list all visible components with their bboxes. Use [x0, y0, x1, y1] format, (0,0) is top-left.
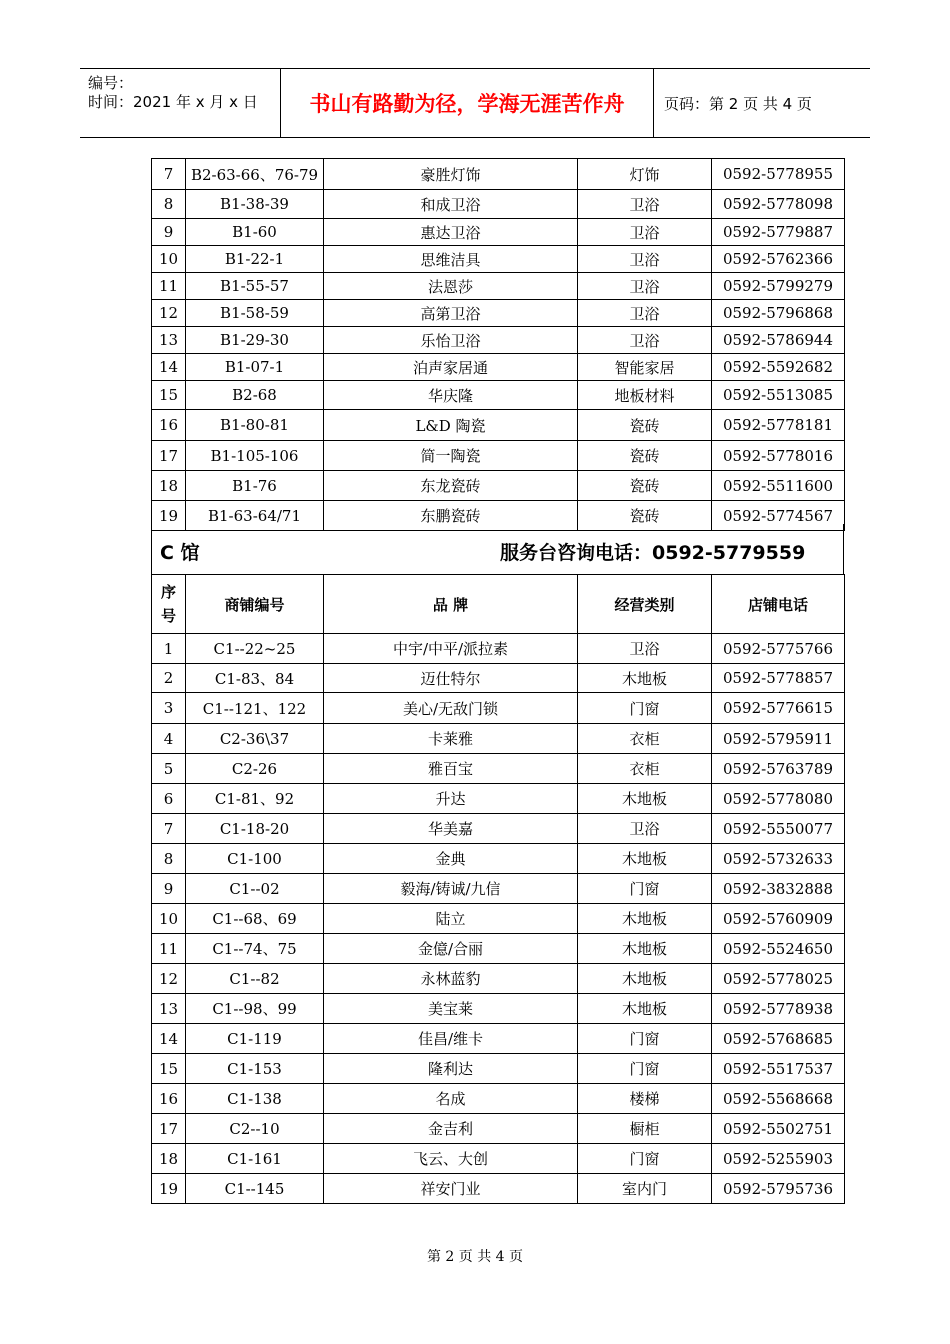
category-cell: 木地板	[578, 844, 712, 874]
phone-cell: 0592-5778938	[712, 994, 845, 1024]
category-cell: 瓷砖	[578, 501, 712, 531]
seq-cell: 13	[152, 994, 186, 1024]
category-cell: 门窗	[578, 1054, 712, 1084]
brand-cell: 飞云、大创	[324, 1144, 578, 1174]
category-cell: 木地板	[578, 964, 712, 994]
seq-cell: 1	[152, 634, 186, 664]
category-cell: 瓷砖	[578, 410, 712, 441]
phone-cell: 0592-5786944	[712, 327, 845, 354]
category-cell: 卫浴	[578, 327, 712, 354]
brand-cell: 毅海/铸诚/九信	[324, 874, 578, 904]
phone-cell: 0592-5760909	[712, 904, 845, 934]
shop-no-cell: C2-26	[186, 754, 324, 784]
brand-cell: 惠达卫浴	[324, 219, 578, 246]
page-footer: 第 2 页 共 4 页	[426, 1249, 524, 1265]
shop-no-cell: C1-161	[186, 1144, 324, 1174]
category-cell: 灯饰	[578, 159, 712, 190]
phone-cell: 0592-5732633	[712, 844, 845, 874]
phone-cell: 0592-5511600	[712, 471, 845, 501]
table-row	[152, 1084, 845, 1114]
table-row	[152, 934, 845, 964]
brand-cell: 豪胜灯饰	[324, 159, 578, 190]
phone-cell: 0592-5778080	[712, 784, 845, 814]
seq-cell: 10	[152, 904, 186, 934]
shop-no-cell: C1-153	[186, 1054, 324, 1084]
table-header-row	[152, 575, 845, 634]
table-row	[152, 1174, 845, 1204]
brand-cell: L&D 陶瓷	[324, 410, 578, 441]
phone-cell: 0592-5517537	[712, 1054, 845, 1084]
seq-cell: 15	[152, 1054, 186, 1084]
shop-no-cell: C1-138	[186, 1084, 324, 1114]
brand-cell: 佳昌/维卡	[324, 1024, 578, 1054]
phone-cell: 0592-5763789	[712, 754, 845, 784]
phone-cell: 0592-5550077	[712, 814, 845, 844]
shop-no-cell: C1-81、92	[186, 784, 324, 814]
phone-cell: 0592-5592682	[712, 354, 845, 381]
shop-no-cell: C1--98、99	[186, 994, 324, 1024]
phone-cell: 0592-5778016	[712, 441, 845, 471]
seq-cell: 16	[152, 1084, 186, 1114]
brand-cell: 金億/合丽	[324, 934, 578, 964]
brand-cell: 陆立	[324, 904, 578, 934]
header-page-label: 页码：第 2 页 共 4 页	[664, 94, 812, 113]
seq-cell: 15	[152, 381, 186, 410]
seq-cell: 5	[152, 754, 186, 784]
phone-cell: 0592-5762366	[712, 246, 845, 273]
shop-no-cell: B1-58-59	[186, 300, 324, 327]
phone-cell: 0592-5775766	[712, 634, 845, 664]
phone-cell: 0592-5778098	[712, 190, 845, 219]
table-row	[152, 190, 845, 219]
seq-cell: 4	[152, 724, 186, 754]
table-row	[152, 964, 845, 994]
category-cell: 室内门	[578, 1174, 712, 1204]
phone-cell: 0592-5774567	[712, 501, 845, 531]
category-cell: 木地板	[578, 784, 712, 814]
shop-no-cell: B2-63-66、76-79	[186, 159, 324, 190]
table-row	[152, 1024, 845, 1054]
seq-cell: 3	[152, 693, 186, 724]
seq-cell: 14	[152, 1024, 186, 1054]
c-hall-shop-table	[151, 574, 845, 1204]
seq-cell: 8	[152, 844, 186, 874]
header-seq	[152, 575, 186, 634]
header-motto: 书山有路勤为径，学海无涯苦作舟	[281, 69, 654, 137]
shop-no-cell: C1-18-20	[186, 814, 324, 844]
brand-cell: 简一陶瓷	[324, 441, 578, 471]
category-cell: 橱柜	[578, 1114, 712, 1144]
shop-no-cell: B1-29-30	[186, 327, 324, 354]
phone-cell: 0592-5568668	[712, 1084, 845, 1114]
seq-cell: 2	[152, 664, 186, 693]
seq-cell: 11	[152, 273, 186, 300]
seq-cell: 17	[152, 1114, 186, 1144]
section-c-heading	[151, 524, 844, 574]
seq-cell: 19	[152, 1174, 186, 1204]
phone-cell: 0592-5796868	[712, 300, 845, 327]
seq-cell: 19	[152, 501, 186, 531]
category-cell: 门窗	[578, 1024, 712, 1054]
table-row	[152, 814, 845, 844]
header-shop-no: 商铺编号	[186, 575, 324, 634]
shop-no-cell: C2-36\37	[186, 724, 324, 754]
category-cell: 木地板	[578, 994, 712, 1024]
phone-cell: 0592-5778181	[712, 410, 845, 441]
category-cell: 智能家居	[578, 354, 712, 381]
header-seq-top: 序	[160, 583, 176, 601]
category-cell: 门窗	[578, 874, 712, 904]
phone-cell: 0592-5799279	[712, 273, 845, 300]
header-phone: 店铺电话	[712, 575, 845, 634]
brand-cell: 金吉利	[324, 1114, 578, 1144]
shop-no-cell: C1--22~25	[186, 634, 324, 664]
table-row	[152, 994, 845, 1024]
table-row	[152, 159, 845, 190]
brand-cell: 金典	[324, 844, 578, 874]
seq-cell: 9	[152, 874, 186, 904]
table-row	[152, 724, 845, 754]
table-row	[152, 1144, 845, 1174]
table-row	[152, 441, 845, 471]
category-cell: 楼梯	[578, 1084, 712, 1114]
phone-cell: 0592-5768685	[712, 1024, 845, 1054]
brand-cell: 和成卫浴	[324, 190, 578, 219]
shop-no-cell: B2-68	[186, 381, 324, 410]
brand-cell: 永林蓝豹	[324, 964, 578, 994]
seq-cell: 18	[152, 471, 186, 501]
seq-cell: 10	[152, 246, 186, 273]
seq-cell: 13	[152, 327, 186, 354]
shop-no-cell: B1-76	[186, 471, 324, 501]
category-cell: 卫浴	[578, 273, 712, 300]
category-cell: 木地板	[578, 904, 712, 934]
header-seq-bottom: 号	[160, 607, 176, 625]
category-cell: 瓷砖	[578, 471, 712, 501]
phone-cell: 0592-5779887	[712, 219, 845, 246]
table-row	[152, 844, 845, 874]
table-row	[152, 664, 845, 693]
phone-cell: 0592-5795911	[712, 724, 845, 754]
phone-cell: 0592-5778955	[712, 159, 845, 190]
brand-cell: 升达	[324, 784, 578, 814]
category-cell: 瓷砖	[578, 441, 712, 471]
document-time-label: 时间：2021 年 x 月 x 日	[88, 93, 258, 111]
seq-cell: 12	[152, 964, 186, 994]
shop-no-cell: C1--02	[186, 874, 324, 904]
table-row	[152, 904, 845, 934]
seq-cell: 11	[152, 934, 186, 964]
seq-cell: 7	[152, 814, 186, 844]
table-row	[152, 471, 845, 501]
header-meta	[80, 69, 281, 137]
shop-no-cell: B1-63-64/71	[186, 501, 324, 531]
seq-cell: 17	[152, 441, 186, 471]
table-row	[152, 693, 845, 724]
shop-no-cell: B1-07-1	[186, 354, 324, 381]
table-row	[152, 300, 845, 327]
seq-cell: 7	[152, 159, 186, 190]
table-row	[152, 327, 845, 354]
table-row	[152, 381, 845, 410]
brand-cell: 卡莱雅	[324, 724, 578, 754]
seq-cell: 12	[152, 300, 186, 327]
seq-cell: 6	[152, 784, 186, 814]
shop-no-cell: C2--10	[186, 1114, 324, 1144]
seq-cell: 18	[152, 1144, 186, 1174]
phone-cell: 0592-5776615	[712, 693, 845, 724]
table-row	[152, 634, 845, 664]
header-category: 经营类别	[578, 575, 712, 634]
category-cell: 卫浴	[578, 190, 712, 219]
category-cell: 衣柜	[578, 754, 712, 784]
brand-cell: 乐怡卫浴	[324, 327, 578, 354]
table-row	[152, 1054, 845, 1084]
shop-no-cell: C1-119	[186, 1024, 324, 1054]
table-row	[152, 784, 845, 814]
brand-cell: 隆利达	[324, 1054, 578, 1084]
brand-cell: 思维洁具	[324, 246, 578, 273]
table-row	[152, 754, 845, 784]
shop-no-cell: B1-105-106	[186, 441, 324, 471]
category-cell: 门窗	[578, 1144, 712, 1174]
phone-cell: 0592-3832888	[712, 874, 845, 904]
seq-cell: 8	[152, 190, 186, 219]
phone-cell: 0592-5795736	[712, 1174, 845, 1204]
brand-cell: 祥安门业	[324, 1174, 578, 1204]
brand-cell: 泊声家居通	[324, 354, 578, 381]
brand-cell: 名成	[324, 1084, 578, 1114]
table-row	[152, 410, 845, 441]
category-cell: 木地板	[578, 934, 712, 964]
phone-cell: 0592-5502751	[712, 1114, 845, 1144]
seq-cell: 14	[152, 354, 186, 381]
brand-cell: 雅百宝	[324, 754, 578, 784]
service-desk-phone: 服务台咨询电话：0592-5779559	[500, 542, 806, 564]
seq-cell: 16	[152, 410, 186, 441]
shop-no-cell: C1--145	[186, 1174, 324, 1204]
page-header	[80, 68, 870, 138]
shop-no-cell: B1-38-39	[186, 190, 324, 219]
b-hall-shop-table	[151, 158, 845, 531]
category-cell: 卫浴	[578, 219, 712, 246]
table-row	[152, 273, 845, 300]
category-cell: 卫浴	[578, 246, 712, 273]
category-cell: 衣柜	[578, 724, 712, 754]
table-row	[152, 219, 845, 246]
shop-no-cell: C1--74、75	[186, 934, 324, 964]
section-c-name: C 馆	[160, 542, 200, 564]
table-row	[152, 874, 845, 904]
category-cell: 卫浴	[578, 814, 712, 844]
shop-no-cell: C1--68、69	[186, 904, 324, 934]
brand-cell: 华美嘉	[324, 814, 578, 844]
brand-cell: 美宝莱	[324, 994, 578, 1024]
shop-no-cell: B1-55-57	[186, 273, 324, 300]
category-cell: 木地板	[578, 664, 712, 693]
shop-no-cell: C1--121、122	[186, 693, 324, 724]
table-row	[152, 354, 845, 381]
brand-cell: 东龙瓷砖	[324, 471, 578, 501]
brand-cell: 中宇/中平/派拉素	[324, 634, 578, 664]
shop-no-cell: B1-60	[186, 219, 324, 246]
phone-cell: 0592-5778857	[712, 664, 845, 693]
table-row	[152, 1114, 845, 1144]
shop-no-cell: C1-100	[186, 844, 324, 874]
brand-cell: 美心/无敌门锁	[324, 693, 578, 724]
category-cell: 门窗	[578, 693, 712, 724]
brand-cell: 法恩莎	[324, 273, 578, 300]
brand-cell: 高第卫浴	[324, 300, 578, 327]
header-brand: 品 牌	[324, 575, 578, 634]
seq-cell: 9	[152, 219, 186, 246]
phone-cell: 0592-5513085	[712, 381, 845, 410]
brand-cell: 东鹏瓷砖	[324, 501, 578, 531]
shop-no-cell: B1-22-1	[186, 246, 324, 273]
category-cell: 卫浴	[578, 634, 712, 664]
category-cell: 地板材料	[578, 381, 712, 410]
category-cell: 卫浴	[578, 300, 712, 327]
brand-cell: 华庆隆	[324, 381, 578, 410]
phone-cell: 0592-5778025	[712, 964, 845, 994]
document-number-label: 编号：	[88, 74, 134, 92]
brand-cell: 迈仕特尔	[324, 664, 578, 693]
shop-no-cell: C1--82	[186, 964, 324, 994]
table-row	[152, 246, 845, 273]
shop-no-cell: C1-83、84	[186, 664, 324, 693]
shop-no-cell: B1-80-81	[186, 410, 324, 441]
phone-cell: 0592-5524650	[712, 934, 845, 964]
phone-cell: 0592-5255903	[712, 1144, 845, 1174]
